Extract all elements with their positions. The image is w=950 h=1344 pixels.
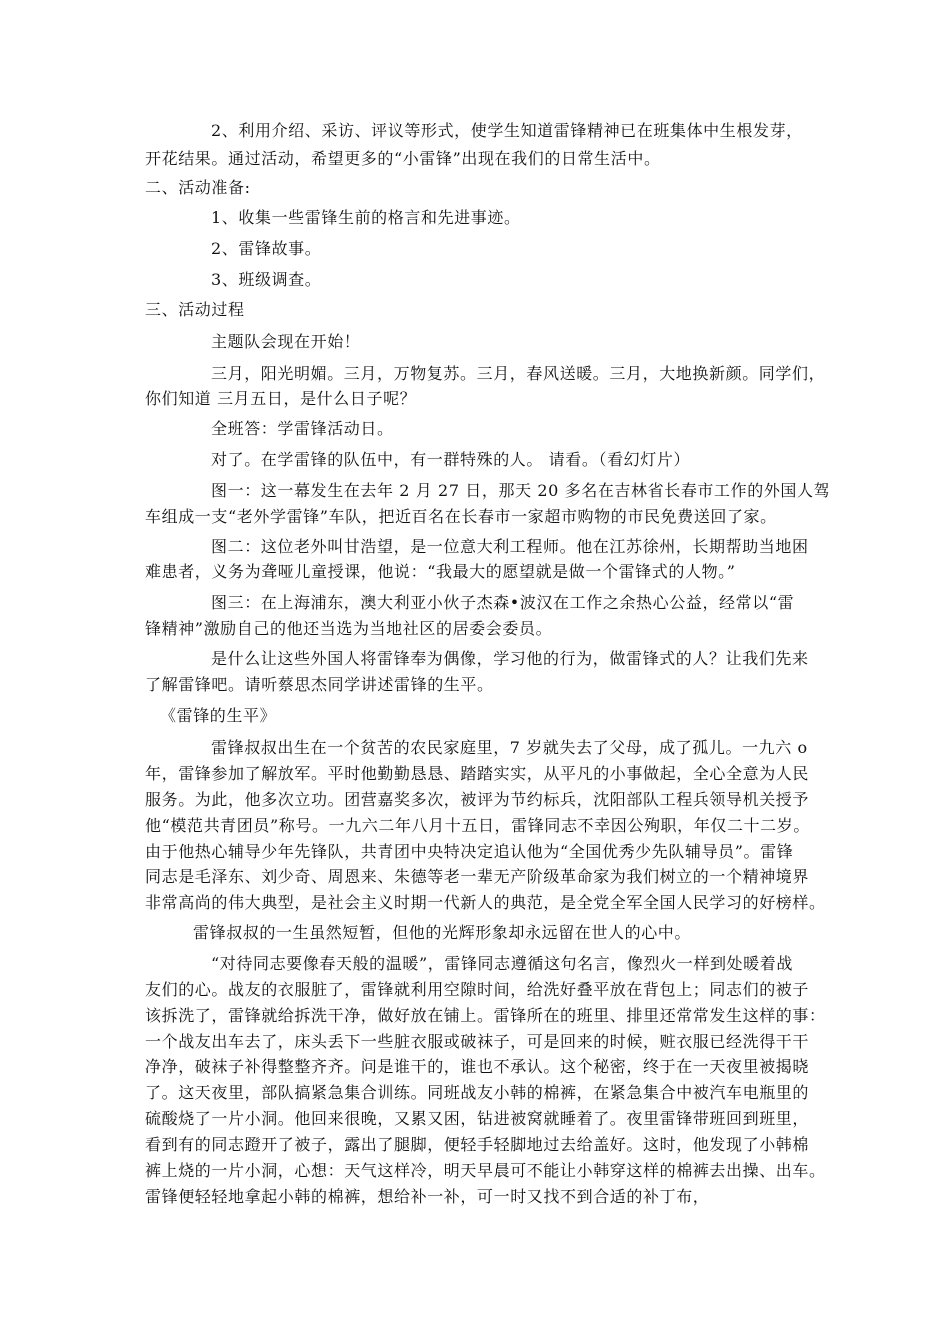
text-line: 该拆洗了，雷锋就给拆洗干净，做好放在铺上。雷锋所在的班里、排里还常常发生这样的事： (145, 1006, 826, 1025)
text-line: 主题队会现在开始！ (211, 332, 361, 351)
text-line: 净净，破袜子补得整整齐齐。问是谁干的，谁也不承认。这个秘密，终于在一天夜里被揭晓 (145, 1057, 810, 1076)
text-line: 了。这天夜里，部队搞紧急集合训练。同班战友小韩的棉裤，在紧急集合中被汽车电瓶里的 (145, 1083, 810, 1102)
text-line: 看到有的同志蹬开了被子，露出了腿脚，便轻手轻脚地过去给盖好。这时，他发现了小韩棉 (145, 1135, 810, 1154)
text-line: 图三：在上海浦东，澳大利亚小伙子杰森•波汉在工作之余热心公益，经常以“雷 (211, 593, 795, 612)
text-line: 非常高尚的伟大典型，是社会主义时期一代新人的典范，是全党全军全国人民学习的好榜样。 (145, 893, 826, 912)
text-line: “对待同志要像春天般的温暖”，雷锋同志遵循这句名言，像烈火一样到处暖着战 (211, 954, 793, 973)
list-item: 1、收集一些雷锋生前的格言和先进事迹。 (211, 208, 521, 227)
text-line: 图二：这位老外叫甘浩望，是一位意大利工程师。他在江苏徐州，长期帮助当地困 (211, 537, 809, 556)
text-line: 难患者，义务为聋哑儿童授课，他说：“我最大的愿望就是做一个雷锋式的人物。” (145, 562, 736, 581)
text-line: 对了。在学雷锋的队伍中，有一群特殊的人。 请看。（看幻灯片） (211, 450, 691, 469)
text-line: 同志是毛泽东、刘少奇、周恩来、朱德等老一辈无产阶级革命家为我们树立的一个精神境界 (145, 867, 810, 886)
list-item: 2、雷锋故事。 (211, 239, 322, 258)
text-line: 裤上烧的一片小洞，心想：天气这样冷，明天早晨可不能让小韩穿这样的棉裤去出操、出车。 (145, 1161, 826, 1180)
text-line: 车组成一支“老外学雷锋”车队，把近百名在长春市一家超市购物的市民免费送回了家。 (145, 507, 777, 526)
text-line: 雷锋叔叔出生在一个贫苦的农民家庭里，7 岁就失去了父母，成了孤儿。一九六 o (211, 738, 808, 757)
text-line: 2、利用介绍、采访、评议等形式，使学生知道雷锋精神已在班集体中生根发芽， (211, 121, 803, 140)
text-line: 由于他热心辅导少年先锋队，共青团中央特决定追认他为“全国优秀少先队辅导员”。雷锋 (145, 842, 794, 861)
text-line: 是什么让这些外国人将雷锋奉为偶像，学习他的行为，做雷锋式的人？让我们先来 (211, 649, 809, 668)
subsection-title: 《雷锋的生平》 (160, 706, 277, 725)
text-line: 雷锋叔叔的一生虽然短暂，但他的光辉形象却永远留在世人的心中。 (193, 923, 692, 942)
text-line: 锋精神”激励自己的他还当选为当地社区的居委会委员。 (145, 619, 553, 638)
text-line: 你们知道 三月五日，是什么日子呢？ (145, 389, 417, 408)
list-item: 3、班级调查。 (211, 270, 322, 289)
text-line: 一个战友出车去了，床头丢下一些脏衣服或破袜子，可是回来的时候，赃衣服已经洗得干干 (145, 1032, 810, 1051)
text-line: 他“模范共青团员”称号。一九六二年八月十五日，雷锋同志不幸因公殉职，年仅二十二岁。 (145, 816, 810, 835)
text-line: 了解雷锋吧。请听蔡思杰同学讲述雷锋的生平。 (145, 675, 494, 694)
text-line: 全班答：学雷锋活动日。 (211, 419, 394, 438)
text-line: 服务。为此，他多次立功。团营嘉奖多次，被评为节约标兵，沈阳部队工程兵领导机关授予 (145, 790, 810, 809)
text-line: 图一：这一幕发生在去年 2 月 27 日，那天 20 多名在吉林省长春市工作的外国人驾 (211, 481, 831, 500)
text-line: 年，雷锋参加了解放军。平时他勤勤恳恳、踏踏实实，从平凡的小事做起，全心全意为人民 (145, 764, 810, 783)
text-line: 开花结果。通过活动，希望更多的“小雷锋”出现在我们的日常生活中。 (145, 149, 661, 168)
text-line: 友们的心。战友的衣服脏了，雷锋就利用空隙时间，给洗好叠平放在背包上；同志们的被子 (145, 980, 810, 999)
section-heading: 二、活动准备: (145, 178, 251, 197)
text-line: 雷锋便轻轻地拿起小韩的棉裤，想给补一补，可一时又找不到合适的补丁布， (145, 1187, 710, 1206)
section-heading: 三、活动过程 (145, 300, 245, 319)
text-line: 三月，阳光明媚。三月，万物复苏。三月，春风送暖。三月，大地换新颜。同学们， (211, 364, 826, 383)
text-line: 硫酸烧了一片小洞。他回来很晚，又累又困，钻进被窝就睡着了。夜里雷锋带班回到班里， (145, 1109, 810, 1128)
